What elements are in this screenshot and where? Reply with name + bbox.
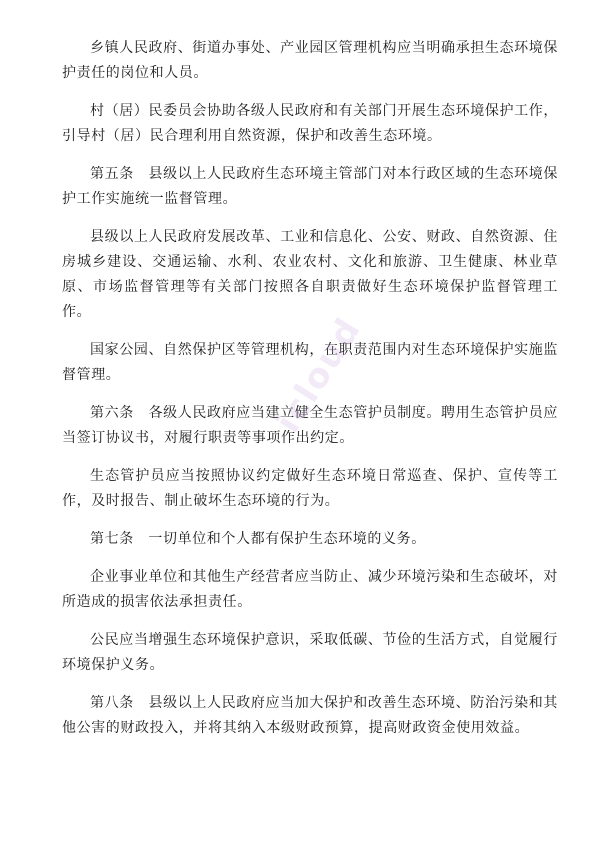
paragraph-village-committee: 村（居）民委员会协助各级人民政府和有关部门开展生态环境保护工作，引导村（居）民合理利用自然资源，保护和改善生态环境。 — [62, 103, 558, 144]
article-6-paragraph-2: 生态管护员应当按照协议约定做好生态环境日常巡查、保护、宣传等工作，及时报告、制止破坏生态环境的行为。 — [62, 468, 558, 509]
article-5-paragraph-2: 县级以上人民政府发展改革、工业和信息化、公安、财政、自然资源、住房城乡建设、交通运输、水利、农业农村、文化和旅游、卫生健康、林业草原、市场监督管理等有关部门按照各自职责做好生态环境保护监督管理工作。 — [62, 229, 558, 320]
article-6-paragraph-1: 第六条 各级人民政府应当建立健全生态管护员制度。聘用生态管护员应当签订协议书，对履行职责等事项作出约定。 — [62, 405, 558, 446]
article-8-paragraph-1: 第八条 县级以上人民政府应当加大保护和改善生态环境、防治污染和其他公害的财政投入，并将其纳入本级财政预算，提高财政资金使用效益。 — [62, 695, 558, 736]
watermark-logo: icloud — [267, 310, 370, 440]
article-5-paragraph-3: 国家公园、自然保护区等管理机构，在职责范围内对生态环境保护实施监督管理。 — [62, 342, 558, 383]
article-7-paragraph-1: 第七条 一切单位和个人都有保护生态环境的义务。 — [90, 531, 426, 547]
paragraph-township-responsibility: 乡镇人民政府、街道办事处、产业园区管理机构应当明确承担生态环境保护责任的岗位和人员。 — [62, 40, 558, 81]
article-5-paragraph-1: 第五条 县级以上人民政府生态环境主管部门对本行政区域的生态环境保护工作实施统一监督管理。 — [62, 166, 558, 207]
article-7-paragraph-3: 公民应当增强生态环境保护意识，采取低碳、节俭的生活方式，自觉履行环境保护义务。 — [62, 632, 558, 673]
document-body — [62, 36, 558, 754]
article-7-paragraph-2: 企业事业单位和其他生产经营者应当防止、减少环境污染和生态破坏，对所造成的损害依法承担责任。 — [62, 569, 558, 610]
